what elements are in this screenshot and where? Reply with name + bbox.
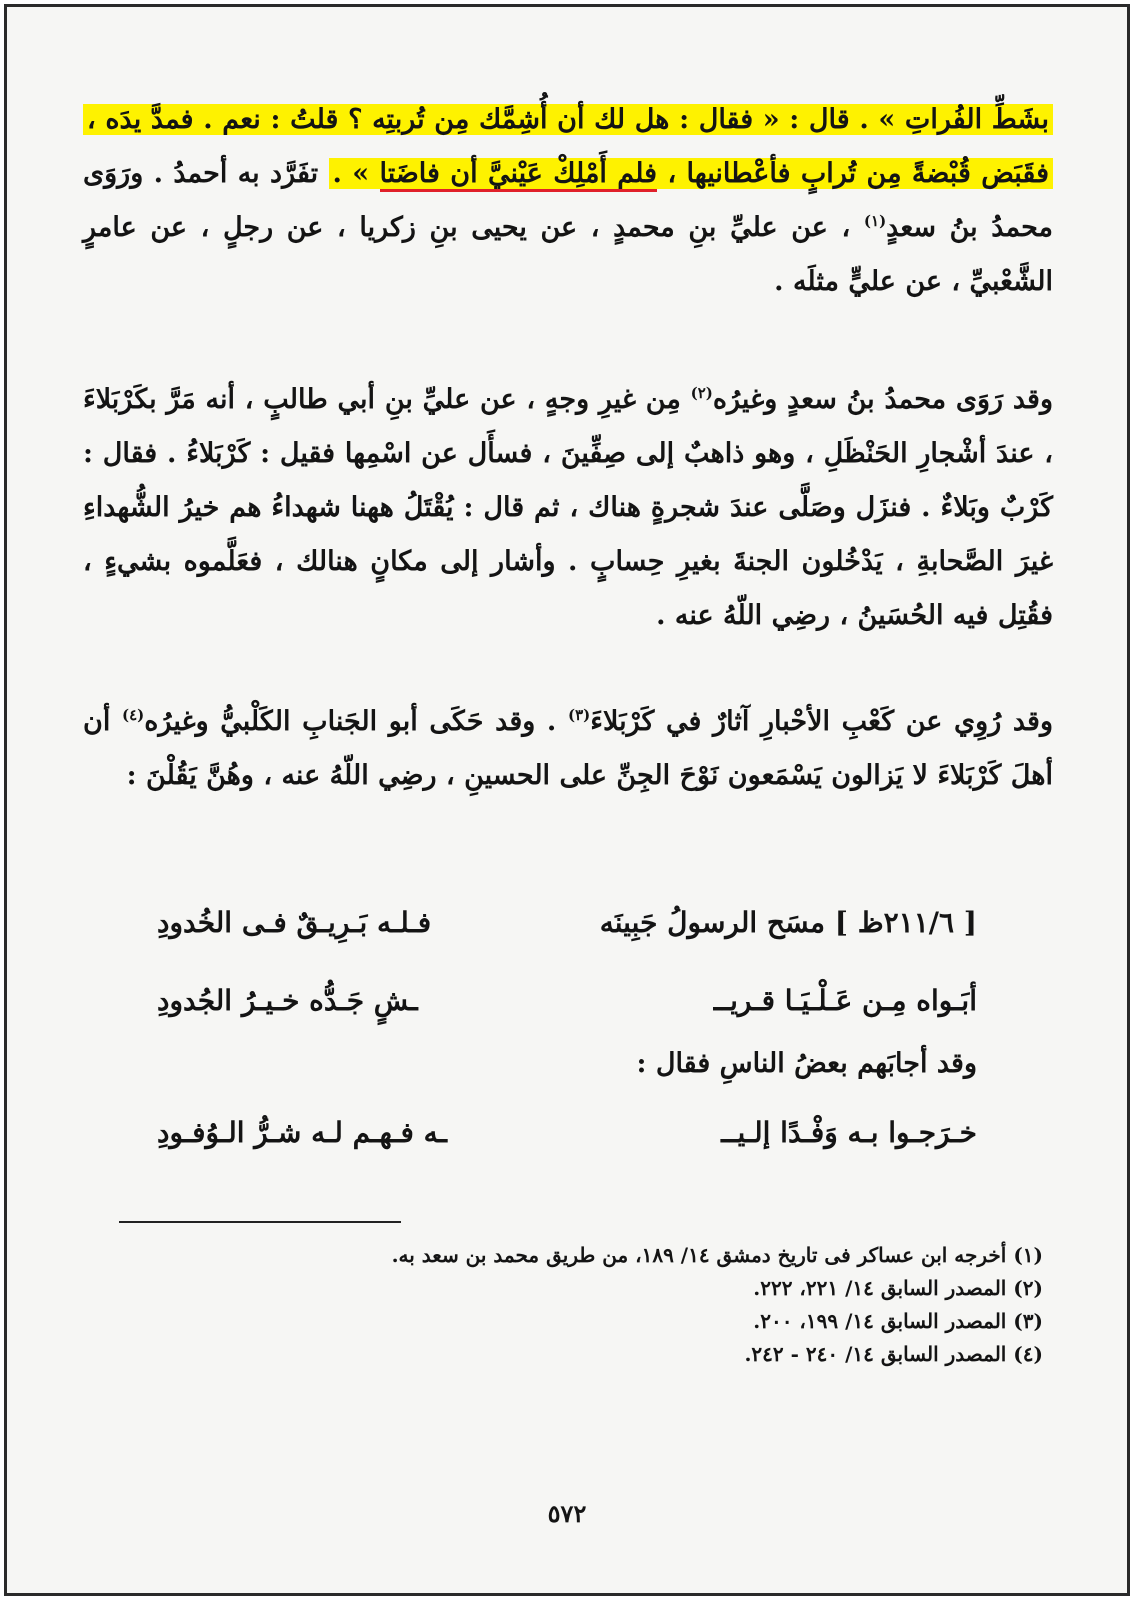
note-mark: (١): [863, 212, 887, 230]
paragraph-3: وقد رُوِي عن كَعْبِ الأحْبارِ آثارٌ في كَرْبَلاءَ$^{(٣)}$ . وقد حَكَى أبو الجَنابِ الكَلْبيُّ وغيرُه$^{(٤)}$ أن أهلَ كَرْبَلاءَ لا يَزالون يَسْمَعون نَوْحَ الجِنِّ على الحسينِ ، رضِي اللّهُ عنه ، وهُنَّ يَقُلْنَ :: [83, 706, 1054, 791]
hemistich-left: ـه فـهـم لـه شـرُّ الـوُفـودِ: [157, 1116, 447, 1149]
note-mark: (٤): [122, 706, 145, 724]
footnote-3: (٣) المصدر السابق ١٤/ ١٩٩، ٢٠٠.: [753, 1309, 1043, 1333]
footnote-4: (٤) المصدر السابق ١٤/ ٢٤٠ - ٢٤٢.: [744, 1342, 1043, 1366]
paragraph-2: وقد رَوَى محمدُ بنُ سعدٍ وغيرُه$^{(٢)}$ مِن غيرِ وجهٍ ، عن عليِّ بنِ أبي طالبٍ ، أنه مَرَّ بكَرْبَلاءَ ، عندَ أشْجارِ الحَنْظَلِ ، وهو ذاهبٌ إلى صِفِّينَ ، فسأَل عن اسْمِها فقيل : كَرْبَلاءُ . فقال : كَرْبٌ وبَلاءٌ . فنزَل وصَلَّى عندَ شجرةٍ هناك ، ثم قال : يُقْتَلُ ههنا شهداءُ هم خيرُ الشُّهداءِ غيرَ الصَّحابةِ ، يَدْخُلون الجنةَ بغيرِ حِسابٍ . وأشار إلى مكانٍ هنالك ، فعَلَّموه بشيءٍ ، فقُتِل فيه الحُسَينُ ، رضِي اللّهُ عنه .: [83, 384, 1053, 631]
note-mark: (٣): [567, 706, 591, 724]
book-page: [4, 4, 1130, 1596]
footnote-1: (١) أخرجه ابن عساكر فى تاريخ دمشق ١٤/ ١٨٩، من طريق محمد بن سعد به.: [391, 1243, 1043, 1267]
footnote-2: (٢) المصدر السابق ١٤/ ٢٢١، ٢٢٢.: [753, 1276, 1043, 1300]
hemistich-right: خـرَجـوا بـه وَفْـدًا إلـيــ: [721, 1116, 977, 1149]
verse-2: [157, 973, 977, 1029]
hemistich-right: [ ٢١١/٦ظ ] مسَح الرسولُ جَبِينَه: [599, 906, 977, 939]
verse-reply: [157, 1105, 977, 1161]
underlined-phrase: فلم أَمْلِكْ عَيْنيَّ أن فاضَتا: [380, 158, 658, 192]
hemistich-right: أبَـواه مِـن عَـلْـيَـا قـريــ: [713, 984, 977, 1017]
reply-intro: وقد أجابَهم بعضُ الناسِ فقال :: [636, 1048, 977, 1079]
highlighted-passage: بشَطِّ الفُراتِ » . قال : « فقال : هل لك أن أُشِمَّك مِن تُربتِه ؟ قلتُ : نعم . فمدَّ يدَه ، فقَبَض قُبْضةً مِن تُرابٍ فأعْطانيها ، فلم أَمْلِكْ عَيْنيَّ أن فاضَتا » .: [83, 104, 1053, 189]
footnote-separator: [119, 1221, 401, 1223]
page-number: ٥٧٢: [547, 1499, 587, 1528]
verse-1: [157, 895, 977, 951]
paragraph-1: بشَطِّ الفُراتِ » . قال : « فقال : هل لك أن أُشِمَّك مِن تُربتِه ؟ قلتُ : نعم . فمدَّ يدَه ، فقَبَض قُبْضةً مِن تُرابٍ فأعْطانيها ، فلم أَمْلِكْ عَيْنيَّ أن فاضَتا » . تفَرَّد به أحمدُ . ورَوَى محمدُ بنُ سعدٍ$^{(١)}$ ، عن عليِّ بنِ محمدٍ ، عن يحيى بنِ زكريا ، عن رجلٍ ، عن عامرٍ الشَّعْبيِّ ، عن عليٍّ مثلَه .: [83, 104, 1053, 297]
hemistich-left: فـلـه بَـرِيـقٌ فـى الخُدودِ: [157, 906, 432, 939]
footnotes: [103, 1239, 1043, 1371]
hemistich-left: ـشٍ جَـدُّه خـيـرُ الجُدودِ: [157, 984, 418, 1017]
note-mark: (٢): [690, 384, 713, 402]
